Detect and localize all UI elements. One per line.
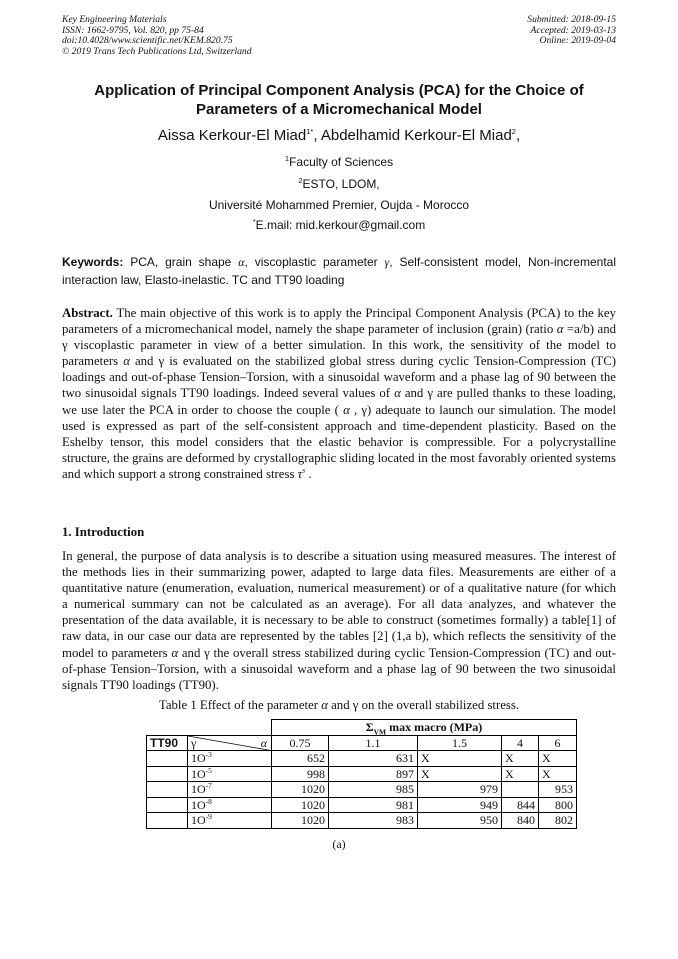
caption-part-1: Table 1 Effect of the parameter — [158, 698, 322, 712]
table-sigma-header — [272, 720, 577, 736]
cell-value: X — [502, 751, 539, 767]
cell-value: X — [502, 766, 539, 782]
author-separator: , — [313, 127, 321, 144]
alpha-col-1: 1.1 — [329, 735, 418, 751]
alpha-col-2: 1.5 — [418, 735, 502, 751]
diagonal-header-cell — [188, 735, 272, 751]
abstract-text-6: . — [305, 466, 312, 481]
keywords-gamma: γ — [384, 255, 390, 269]
affil-1-sup: 1 — [284, 154, 290, 163]
cell-value: X — [539, 751, 577, 767]
gamma-exp: -7 — [205, 781, 212, 791]
alpha-col-4: 6 — [539, 735, 577, 751]
affiliation-3: Université Mohammed Premier, Oujda - Morocco — [208, 198, 470, 212]
cell-value: 1020 — [272, 797, 329, 813]
journal-info — [62, 15, 252, 57]
gamma-cell — [188, 813, 272, 829]
cell-value: 631 — [329, 751, 418, 767]
cell-value: 950 — [418, 813, 502, 829]
title-line-1: Application of Principal Component Analysis (PCA) for the Choice of — [94, 82, 584, 99]
intro-alpha: α — [171, 645, 179, 660]
gamma-cell — [188, 766, 272, 782]
cell-value: X — [539, 766, 577, 782]
keywords-label: Keywords: — [62, 255, 124, 269]
cell-value: 998 — [272, 766, 329, 782]
sigma-header-rest: max macro (MPa) — [386, 720, 483, 735]
gamma-cell — [188, 782, 272, 798]
author-2: Abdelhamid Kerkour-El Miad — [320, 127, 512, 144]
author-2-sup: 2 — [511, 127, 516, 136]
diagonal-line — [188, 736, 271, 751]
copyright-line: © 2019 Trans Tech Publications Ltd, Switzerland — [62, 45, 252, 57]
keywords — [62, 254, 616, 289]
table-row — [147, 766, 577, 782]
gamma-cell — [188, 797, 272, 813]
introduction-paragraph — [62, 548, 616, 693]
gamma-exp: -8 — [205, 796, 212, 806]
cell-value: 1020 — [272, 813, 329, 829]
email-text[interactable]: E.mail: mid.kerkour@gmail.com — [255, 218, 426, 232]
journal-name: Key Engineering Materials — [62, 14, 167, 25]
table-row — [147, 751, 577, 767]
table-row — [147, 797, 577, 813]
cell-value: 949 — [418, 797, 502, 813]
diag-gamma: γ — [191, 735, 197, 750]
gamma-base: 1O — [191, 782, 206, 797]
abstract-label: Abstract. — [62, 306, 113, 320]
dates-info — [527, 15, 616, 47]
email-sup: * — [252, 217, 256, 226]
results-table — [146, 719, 577, 829]
author-end: , — [515, 127, 521, 144]
row-blank — [147, 813, 188, 829]
keywords-part-1: PCA, grain shape — [123, 255, 239, 269]
abstract-tau-sup: s — [302, 465, 306, 475]
caption-part-2: and γ on the overall stabilized stress. — [327, 698, 520, 712]
cell-value: 983 — [329, 813, 418, 829]
gamma-base: 1O — [191, 751, 206, 766]
table-header-row — [147, 720, 577, 736]
table-alpha-row — [147, 735, 577, 751]
abstract — [62, 305, 616, 482]
issn-line: ISSN: 1662-9795, Vol. 820, pp 75-84 — [62, 24, 204, 36]
sigma-symbol: Σ — [365, 720, 374, 735]
cell-value: 840 — [502, 813, 539, 829]
paper-title — [62, 81, 616, 119]
cell-value: 1020 — [272, 782, 329, 798]
gamma-exp: -3 — [205, 750, 212, 760]
gamma-exp: -9 — [205, 812, 212, 822]
submitted-date: Submitted: 2018-09-15 — [527, 14, 616, 25]
cell-value: 802 — [539, 813, 577, 829]
cell-value: 953 — [539, 782, 577, 798]
online-date: Online: 2019-09-04 — [539, 35, 616, 46]
intro-text-2: and γ the overall stress stabilized during cyclic Tension-Compression (TC) and out-of-phase Tension–Torsion, with a sinusoidal waveform and a phase lag of 90 between the two sinusoidal signals TT90 loadings (TT90). — [62, 645, 616, 692]
table-sublabel: (a) — [332, 837, 346, 851]
author-list — [62, 127, 616, 145]
sigma-sub: VM — [373, 727, 387, 737]
row-blank — [147, 782, 188, 798]
affiliation-2 — [62, 177, 616, 191]
gamma-base: 1O — [191, 766, 206, 781]
row-blank — [147, 766, 188, 782]
abstract-alpha-4: α — [343, 402, 350, 417]
cell-value: 985 — [329, 782, 418, 798]
intro-text-1: In general, the purpose of data analysis is to describe a situation using measured measures. The interest of the methods lies in their summarizing power, adapted to large data files. Measurements are either of a quantitative nature (enumeration, evaluation, numerical measurement) or of a qualitative nature (for which a numerical summary can not be calculated as an average). For all data analyzes, and whatever the presentation of the data available, it is necessary to be able to construct (sometimes formally) a table[1] of raw data, in our case our data are represented by the tables [2] (1,a b), which reflects the sensitivity of the model to parameters — [62, 549, 616, 660]
gamma-base: 1O — [191, 797, 206, 812]
cell-value: 981 — [329, 797, 418, 813]
accepted-date: Accepted: 2019-03-13 — [530, 24, 616, 36]
title-line-2: Parameters of a Micromechanical Model — [196, 101, 482, 118]
cell-value: 800 — [539, 797, 577, 813]
row-blank — [147, 797, 188, 813]
author-1-sup: 1* — [306, 127, 314, 136]
abstract-alpha-1: α — [556, 322, 564, 337]
caption-alpha: α — [321, 698, 328, 712]
abstract-alpha-2: α — [123, 354, 130, 369]
abstract-tau: τ — [297, 466, 303, 481]
abstract-alpha-3: α — [394, 386, 401, 401]
cell-value: 979 — [418, 782, 502, 798]
cell-value: X — [418, 766, 502, 782]
section-heading-introduction: 1. Introduction — [62, 525, 145, 539]
cell-value: 652 — [272, 751, 329, 767]
table-row — [147, 813, 577, 829]
alpha-col-0: 0.75 — [272, 735, 329, 751]
affil-1-text: Faculty of Sciences — [289, 155, 394, 169]
gamma-base: 1O — [191, 813, 206, 828]
table-caption — [62, 698, 616, 713]
cell-value: X — [418, 751, 502, 767]
keywords-part-3: , Self-consistent model, Non-incremental interaction law, Elasto-inelastic. TC and TT90 loading — [62, 255, 616, 287]
cell-value — [502, 782, 539, 798]
abstract-text-3: and γ is evaluated on the stabilized global stress during cyclic Tension-Compression (TC) loadings and out-of-phase Tension–Torsion, with a sinusoidal waveform and a phase lag of 90 between the two sinusoidal signals TT90 loadings. Indeed several values of — [62, 354, 616, 401]
row-label-tt90: TT90 — [147, 735, 188, 751]
gamma-cell — [188, 751, 272, 767]
doi-line[interactable]: doi:10.4028/www.scientific.net/KEM.820.75 — [62, 35, 233, 46]
keywords-part-2: , viscoplastic parameter — [244, 255, 385, 269]
table-empty-corner-1 — [147, 720, 188, 736]
affil-2-sup: 2 — [298, 176, 303, 185]
alpha-col-3: 4 — [502, 735, 539, 751]
affil-2-text: ESTO, LDOM, — [302, 177, 380, 191]
table-empty-corner-2 — [188, 720, 272, 736]
gamma-exp: -5 — [205, 765, 212, 775]
table-row — [147, 782, 577, 798]
abstract-text-1: The main objective of this work is to apply the Principal Component Analysis (PCA) to the key parameters of a micromechanical model, namely the shape parameter of inclusion (grain) (ratio — [62, 306, 616, 337]
abstract-text-5: , γ) adequate to launch our simulation. The model used is expressed as part of the self-consistent approach and time-dependent plasticity. Based on the Eshelby tensor, this model considers that the elastic behavior is compressible. For a polycrystalline structure, the grains are deformed by crystallographic sliding located in the most favorably oriented systems and which support a strong constrained stress — [62, 402, 617, 481]
cell-value: 897 — [329, 766, 418, 782]
keywords-alpha: α — [238, 255, 245, 269]
author-1: Aissa Kerkour-El Miad — [157, 127, 307, 144]
abstract-text-2: =a/b) and γ viscoplastic parameter in view of a better simulation. In this work, the sensitivity of the model to parameters — [62, 322, 616, 369]
email-line[interactable] — [62, 218, 616, 232]
row-blank — [147, 751, 188, 767]
affiliation-1 — [62, 155, 616, 169]
cell-value: 844 — [502, 797, 539, 813]
abstract-text-4: and γ are pulled thanks to these loading, we use later the PCA in order to choose the couple ( — [62, 386, 617, 417]
diag-alpha: α — [260, 735, 267, 750]
